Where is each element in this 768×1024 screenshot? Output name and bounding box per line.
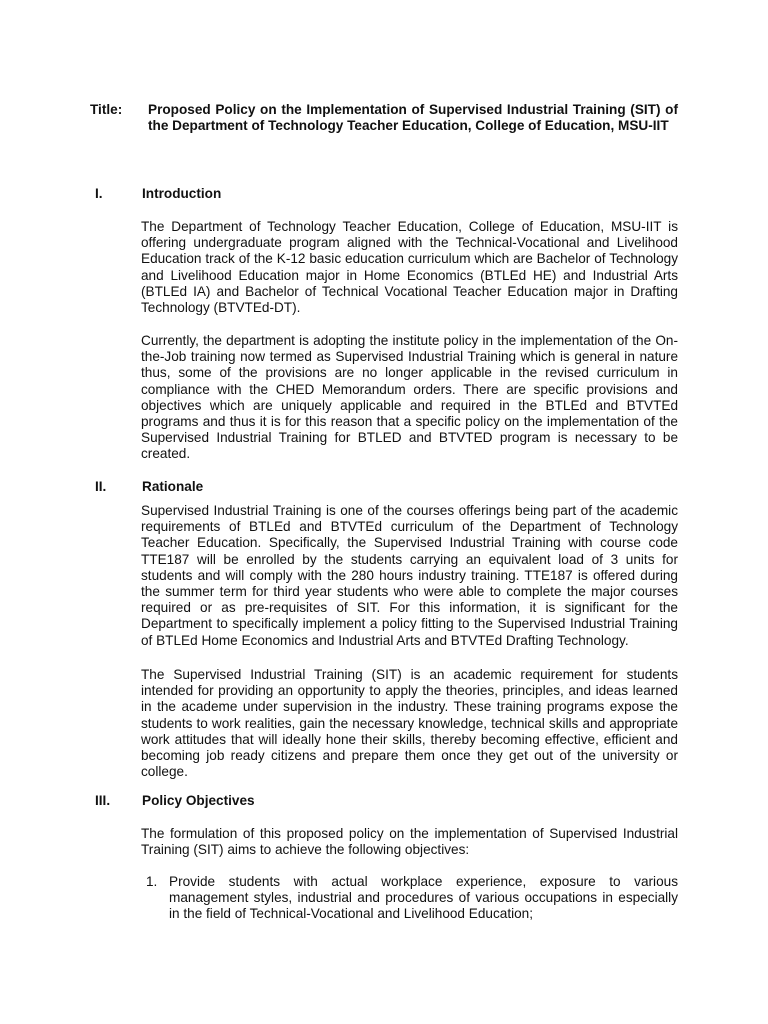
intro-paragraph-1: The Department of Technology Teacher Education, College of Education, MSU-IIT is offering undergraduate program aligned with the Technical-Vocational and Livelihood Education track of the K-12 basic education curriculum which are Bachelor of Technology and Livelihood Education major in Home Economics (BTLEd HE) and Industrial Arts (BTLEd IA) and Bachelor of Technical Vocational Teacher Education major in Drafting Technology (BTVTEd-DT).: [141, 219, 678, 316]
section-title: Policy Objectives: [142, 793, 255, 808]
section-title: Rationale: [142, 479, 204, 494]
intro-paragraph-2: Currently, the department is adopting the institute policy in the implementation of the On-the-Job training now termed as Supervised Industrial Training which is general in nature thus, some of the provisions are no longer applicable in the revised curriculum in compliance with the CHED Memorandum orders. There are specific provisions and objectives which are uniquely applicable and required in the BTLEd and BTVTEd programs and thus it is for this reason that a specific policy on the implementation of the Supervised Industrial Training for BTLED and BTVTED program is necessary to be created.: [141, 333, 678, 462]
section-number: II.: [95, 479, 107, 494]
rationale-paragraph-2: The Supervised Industrial Training (SIT) is an academic requirement for students intended for providing an opportunity to apply the theories, principles, and ideas learned in the academe under supervision in the industry. These training programs expose the students to work realities, gain the necessary knowledge, technical skills and appropriate work attitudes that will ideally hone their skills, thereby becoming effective, efficient and becoming job ready citizens and prepare them once they get out of the university or college.: [141, 667, 678, 780]
section-number: III.: [95, 793, 111, 808]
section-number: I.: [95, 186, 103, 201]
rationale-paragraph-1: Supervised Industrial Training is one of the courses offerings being part of the academic requirements of BTLEd and BTVTEd curriculum of the Department of Technology Teacher Education. Specifically, the Supervised Industrial Training with course code TTE187 will be enrolled by the students carrying an equivalent load of 3 units for students and will comply with the 280 hours industry training. TTE187 is offered during the summer term for third year students who were able to complete the major courses required or as pre-requisites of SIT. For this information, it is significant for the Department to specifically implement a policy fitting to the Supervised Industrial Training of BTLEd Home Economics and Industrial Arts and BTVTEd Drafting Technology.: [141, 503, 678, 648]
objectives-intro-paragraph: The formulation of this proposed policy on the implementation of Supervised Industrial Training (SIT) aims to achieve the following objectives:: [141, 826, 678, 858]
list-item-text: Provide students with actual workplace experience, exposure to various management styles, industrial and procedures of various occupations in especially in the field of Technical-Vocational and Livelihood Education;: [169, 874, 678, 922]
title-text: Proposed Policy on the Implementation of Supervised Industrial Training (SIT) of the Department of Technology Teacher Education, College of Education, MSU-IIT: [148, 102, 678, 134]
title-label: Title:: [90, 102, 123, 117]
list-marker: 1.: [146, 874, 158, 889]
section-title: Introduction: [142, 186, 222, 201]
